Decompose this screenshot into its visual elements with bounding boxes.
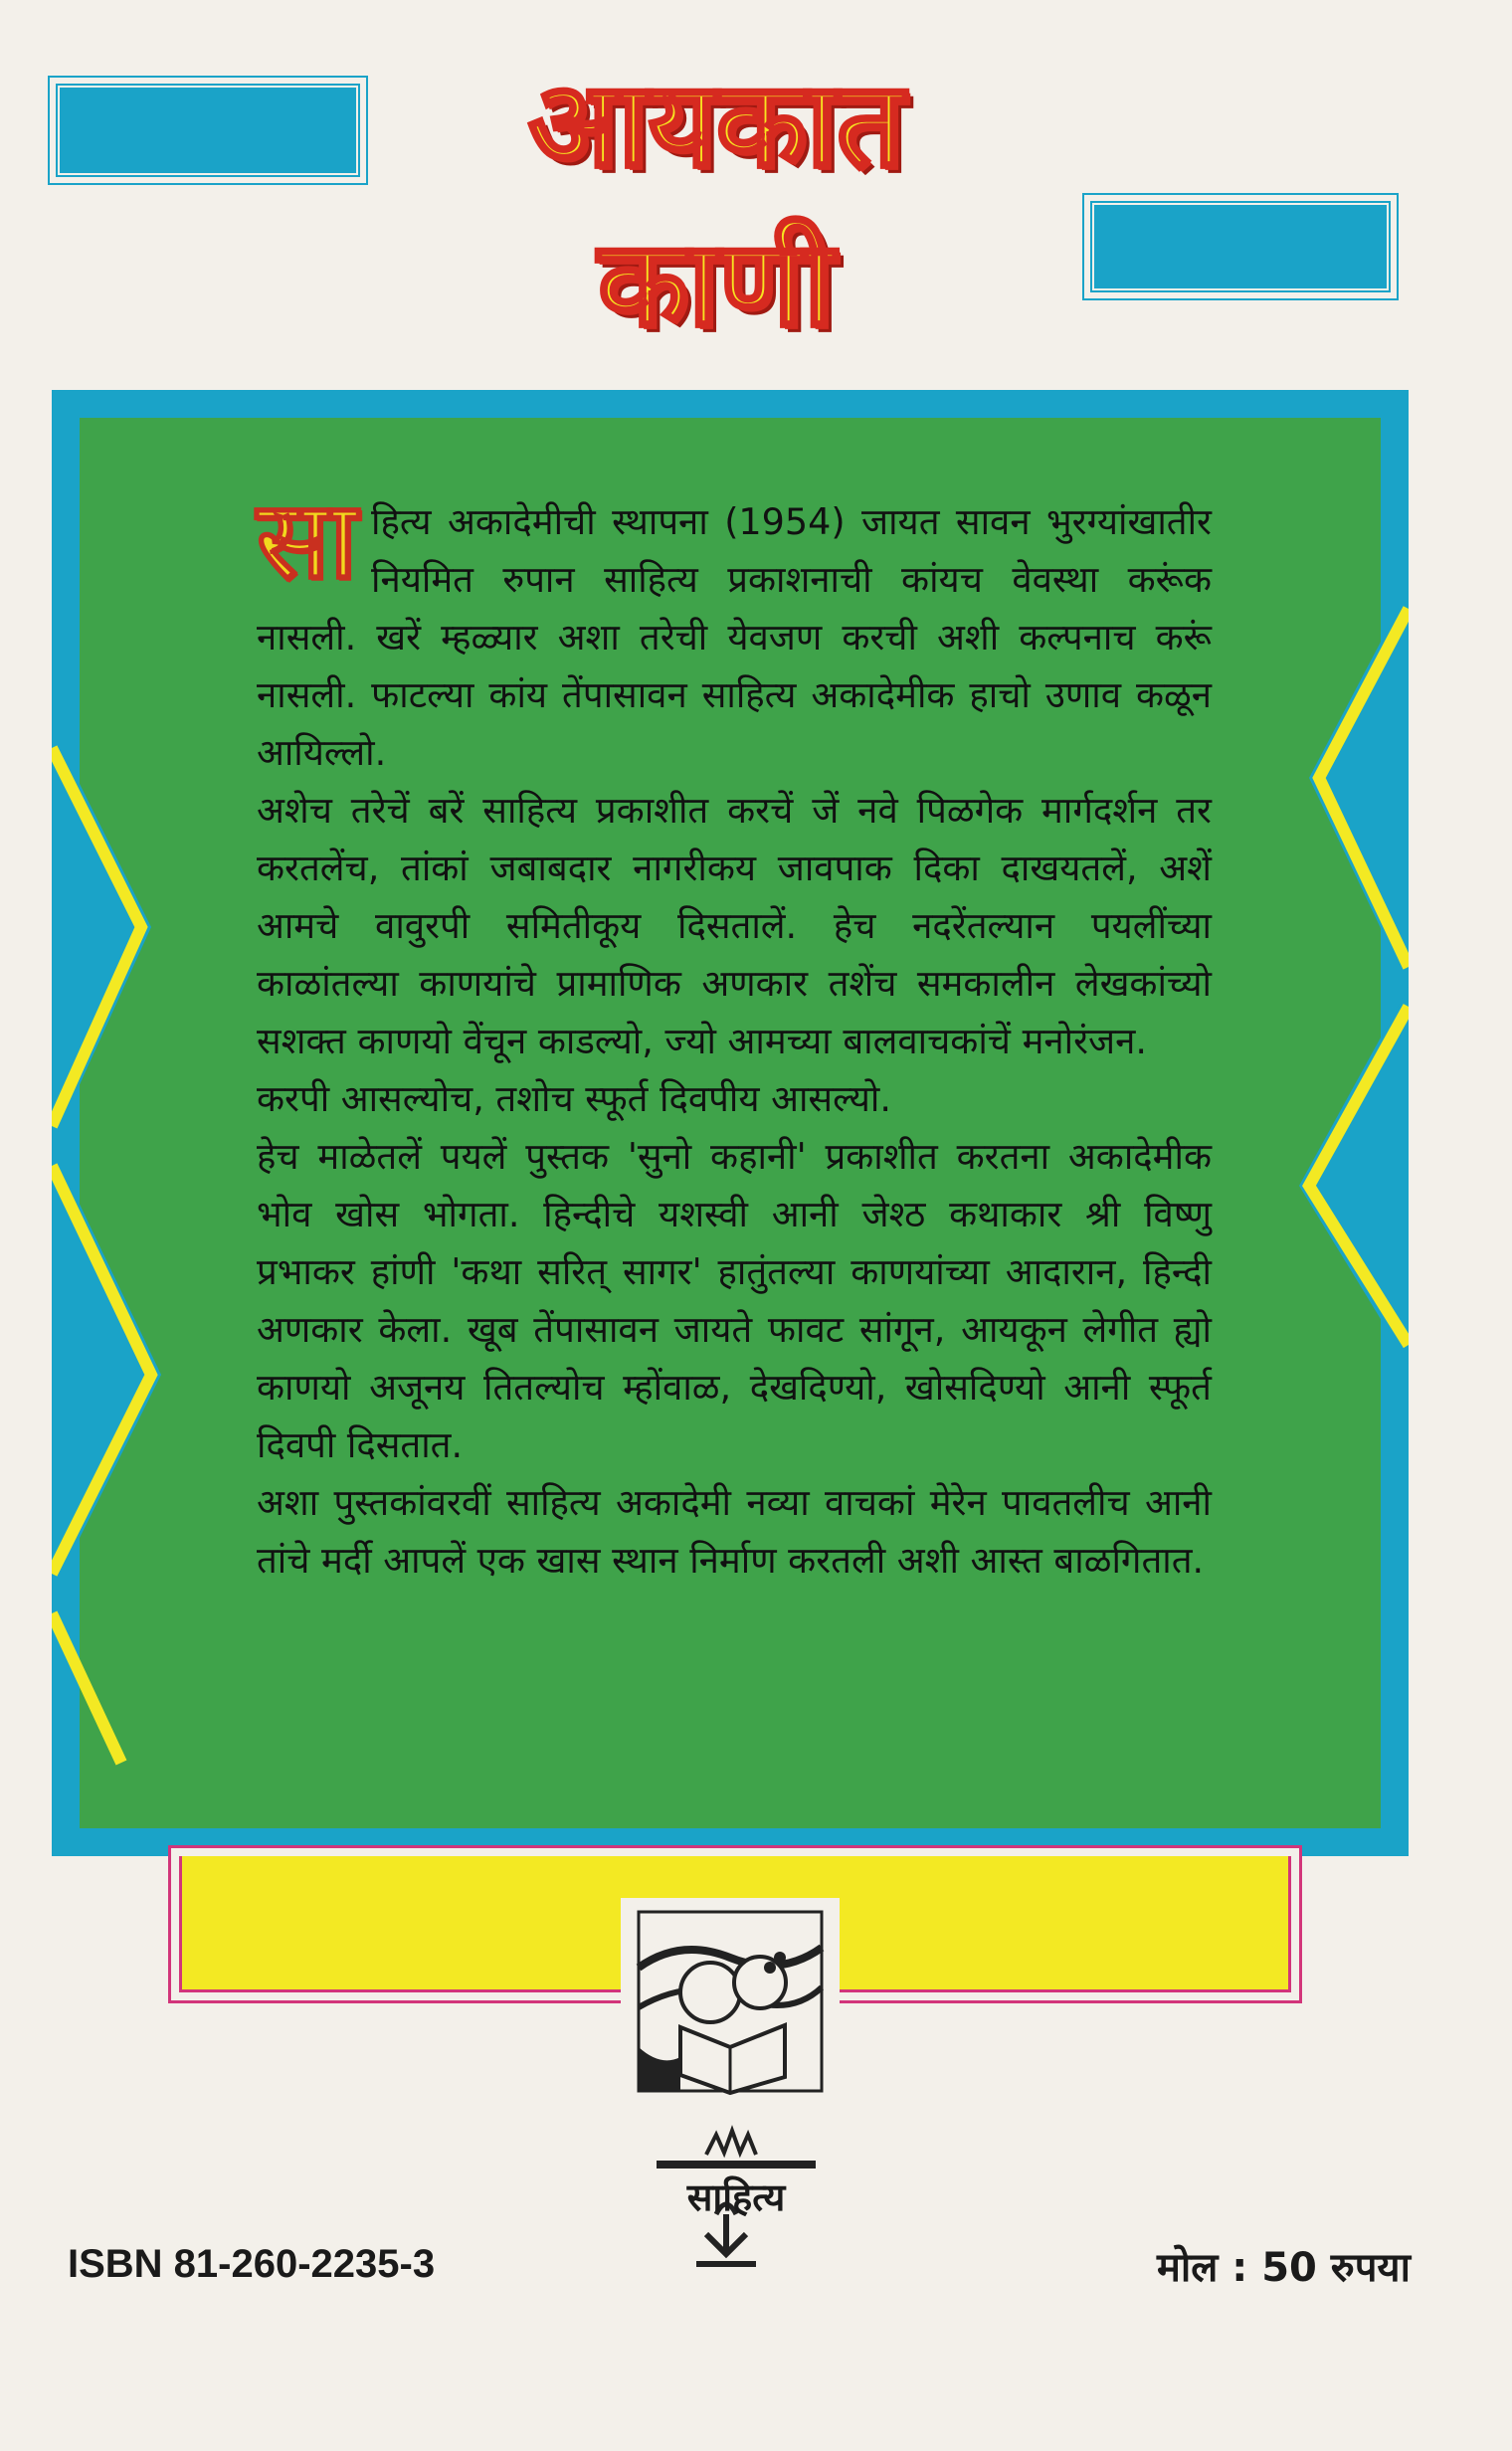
- blurb-paragraph: [257, 478, 1212, 782]
- price-label: मोल : 50 रुपया: [1156, 2245, 1411, 2291]
- book-title-line2: काणी: [598, 215, 835, 352]
- book-title-line1: आयकात: [528, 56, 904, 193]
- dropcap-letter: सा: [257, 478, 357, 603]
- children-reading-illustration: [621, 1898, 840, 2097]
- decorative-box-left: [48, 76, 368, 185]
- logo-text: साहित्य: [686, 2175, 786, 2219]
- blurb-paragraph: अशेच तरेचें बरें साहित्य प्रकाशीत करचें जें नवे पिळगेक मार्गदर्शन तर करतलेंच, तांकां जबाबदार नागरीकय जावपाक दिका दाखयतलें, अशें आमचे वावुरपी समितीकूय दिसतालें. हेच नदरेंतल्यान पयलींच्या काळांतल्या काणयांचे प्रामाणिक अणकार तशेंच समकालीन लेखकांच्यो सशक्त काणयो वेंचून काडल्यो, ज्यो आमच्या बालवाचकांचें मनोरंजन.: [257, 789, 1212, 1062]
- blurb-paragraph: हेच माळेतलें पयलें पुस्तक 'सुनो कहानी' प्रकाशीत करतना अकादेमीक भोव खोस भोगता. हिन्दीचे यशस्वी आनी जेश्ठ कथाकार श्री विष्णु प्रभाकर हांणी 'कथा सरित् सागर' हातुंतल्या काणयांच्या आदारान, हिन्दी अणकार केला. खूब तेंपासावन जायते फावट सांगून, आयकून लेगीत ह्यो काणयो अजूनय तितल्योच म्होंवाळ, देखदिण्यो, खोसदिण्यो आनी स्फूर्त दिवपी दिसतात.: [257, 1135, 1212, 1466]
- isbn-number: ISBN 81-260-2235-3: [68, 2242, 436, 2286]
- blurb-paragraph: अशा पुस्तकांवरवीं साहित्य अकादेमी नव्या वाचकां मेरेन पावतलीच आनी तांचे मर्दी आपलें एक खास स्थान निर्माण करतली अशी आस्त बाळगितात.: [257, 1481, 1212, 1582]
- blurb-paragraph-text: हित्य अकादेमीची स्थापना (1954) जायत सावन भुरग्यांखातीर नियमित रुपान साहित्य प्रकाशनाची कांयच वेवस्था करूंक नासली. खरें म्हळ्यार अशा तरेची येवजण करची अशी कल्पनाच करूं नासली. फाटल्या कांय तेंपासावन साहित्य अकादेमीक हाचो उणाव कळून आयिल्लो.: [257, 500, 1212, 774]
- blurb-paragraph: करपी आसल्योच, तशोच स्फूर्त दिवपीय आसल्यो.: [257, 1077, 891, 1120]
- blurb-text: [257, 478, 1212, 1590]
- decorative-box-left-fill: [58, 86, 358, 175]
- zigzag-right-decoration: [1249, 390, 1409, 1856]
- decorative-box-right-fill: [1092, 203, 1389, 290]
- zigzag-left-decoration: [52, 390, 211, 1856]
- sahitya-akademi-logo: [637, 2125, 836, 2274]
- decorative-box-right: [1082, 193, 1399, 300]
- illustration-graphic: [621, 1898, 840, 2097]
